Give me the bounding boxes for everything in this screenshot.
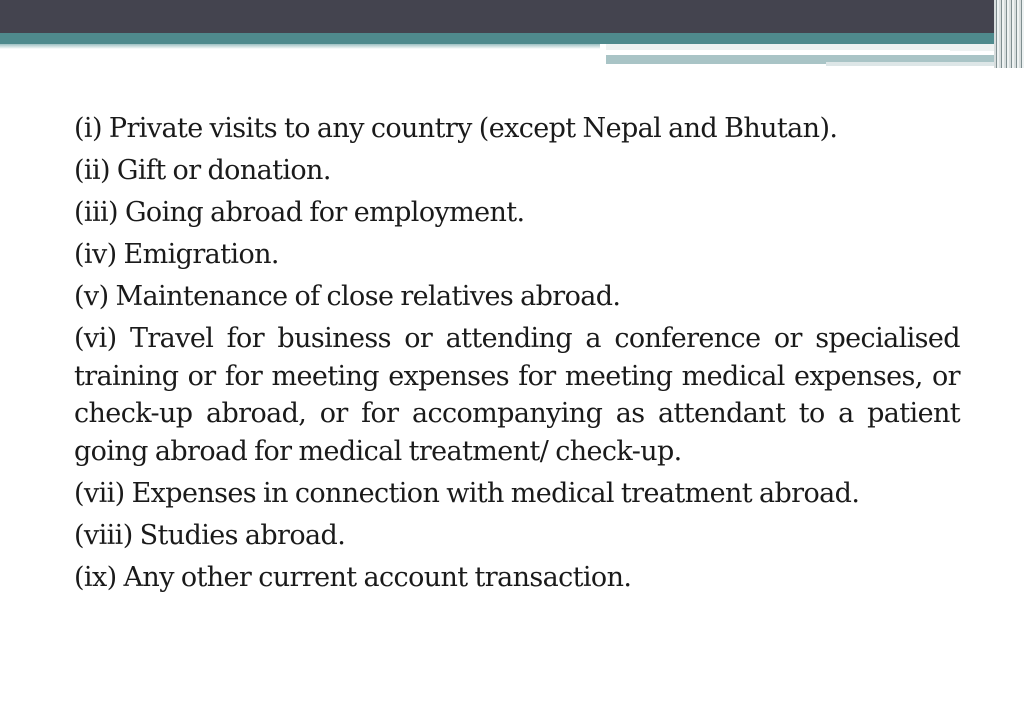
header-accent-bar-right bbox=[826, 62, 998, 66]
header-dark-band bbox=[0, 0, 1024, 33]
list-item-i: (i) Private visits to any country (except Nepal and Bhutan). bbox=[74, 113, 838, 144]
header-edge-stripes bbox=[994, 0, 1024, 68]
list-item-v: (v) Maintenance of close relatives abroad. bbox=[74, 281, 621, 312]
list-item-vii: (vii) Expenses in connection with medical treatment abroad. bbox=[74, 477, 860, 509]
list-item-iv: (iv) Emigration. bbox=[74, 239, 279, 270]
list-item-viii: (viii) Studies abroad. bbox=[74, 519, 346, 551]
header-teal-shadow bbox=[0, 44, 600, 49]
list-item-ix: (ix) Any other current account transaction. bbox=[74, 561, 632, 593]
slide-item-list bbox=[74, 110, 960, 601]
list-item-vi: (vi) Travel for business or attending a conference or specialised training or for meeting expenses for meeting medical expenses, or check-up abroad, or for accompanying as attendant to a patient going abroad for medical treatment/ check-up. bbox=[74, 323, 960, 467]
list-item-iii: (iii) Going abroad for employment. bbox=[74, 197, 525, 228]
header-accent-line bbox=[606, 50, 950, 53]
header-teal-band bbox=[0, 33, 1024, 44]
list-item-ii: (ii) Gift or donation. bbox=[74, 155, 331, 186]
